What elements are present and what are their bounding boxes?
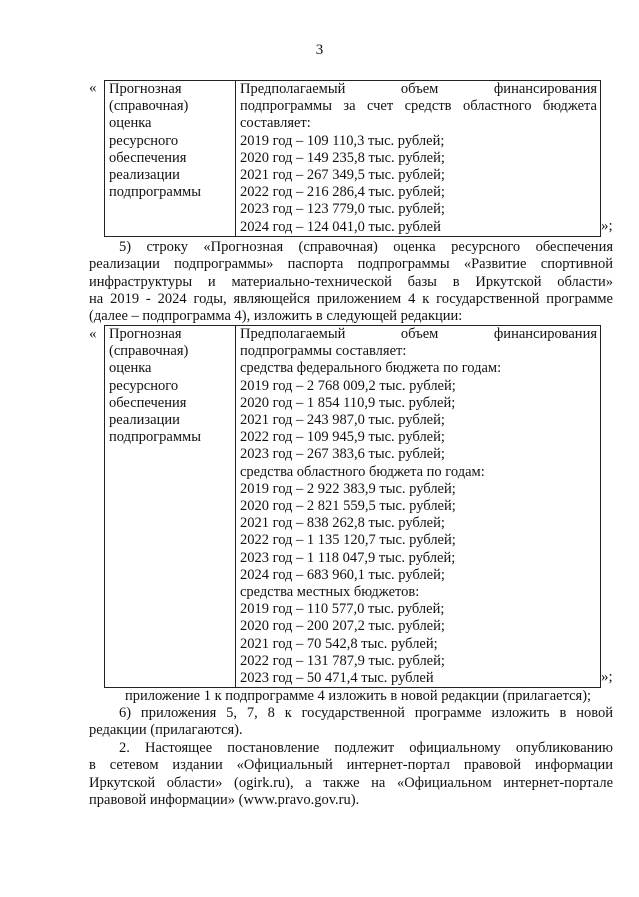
table2-value-line: 2024 год – 683 960,1 тыс. рублей; xyxy=(240,566,445,583)
paragraph-line: приложение 1 к подпрограмме 4 изложить в новой редакции (прилагается); xyxy=(125,688,592,704)
paragraph-line: правовой информации» (www.pravo.gov.ru). xyxy=(89,791,360,808)
table2-value-line: 2022 год – 1 135 120,7 тыс. рублей; xyxy=(240,532,456,549)
table2-value-line: 2021 год – 70 542,8 тыс. рублей; xyxy=(240,635,438,652)
table1-label-line: Прогнозная xyxy=(109,81,182,97)
paragraph-6 xyxy=(89,705,613,740)
table1-year-line: 2021 год – 267 349,5 тыс. рублей; xyxy=(240,167,445,184)
table2-value-line: 2022 год – 131 787,9 тыс. рублей; xyxy=(240,652,445,669)
paragraph-line: Иркутской области» (ogirk.ru), а также на «Официальном интернет-портале xyxy=(89,774,613,791)
table2-value-line: 2020 год – 2 821 559,5 тыс. рублей; xyxy=(240,498,456,515)
table2-value-line: 2019 год – 2 768 009,2 тыс. рублей; xyxy=(240,377,456,394)
table1-value-cell xyxy=(236,81,601,237)
table1-label-line: обеспечения xyxy=(109,149,187,166)
table2-value-cell xyxy=(236,326,601,688)
table1-intro-line: Предполагаемый объем финансирования xyxy=(240,81,597,97)
paragraph-line: 2. Настоящее постановление подлежит официальному опубликованию xyxy=(119,740,613,756)
table1-intro-line: составляет: xyxy=(240,115,311,132)
table2-closing-quote: »; xyxy=(601,669,613,685)
table2-value-line: 2023 год – 50 471,4 тыс. рублей xyxy=(240,670,434,687)
paragraph-line: в сетевом издании «Официальный интернет-портал правовой информации xyxy=(89,757,613,774)
paragraph-line: инфраструктуры и материально-технической базы в Иркутской области» xyxy=(89,273,613,290)
table2-value-line: средства местных бюджетов: xyxy=(240,584,420,601)
table1-year-line: 2023 год – 123 779,0 тыс. рублей; xyxy=(240,201,445,218)
table1-closing-quote: »; xyxy=(601,218,613,234)
paragraph-5 xyxy=(89,239,613,325)
table2-value-line: 2023 год – 1 118 047,9 тыс. рублей; xyxy=(240,549,456,566)
paragraph-line: редакции (прилагаются). xyxy=(89,722,243,739)
table2-value-line: 2021 год – 243 987,0 тыс. рублей; xyxy=(240,412,445,429)
table2-intro-line: подпрограммы составляет: xyxy=(240,343,407,360)
table2-label-line: оценка xyxy=(109,360,152,377)
table2-label-line: (справочная) xyxy=(109,343,189,360)
table2-label-line: обеспечения xyxy=(109,394,187,411)
table1-label-line: ресурсного xyxy=(109,132,179,149)
table1-year-line: 2019 год – 109 110,3 тыс. рублей; xyxy=(240,132,445,149)
paragraph-line: 6) приложения 5, 7, 8 к государственной программе изложить в новой xyxy=(119,705,613,721)
table2-value-line: 2021 год – 838 262,8 тыс. рублей; xyxy=(240,515,445,532)
table2-resource-estimate xyxy=(104,325,601,688)
table2-label-line: реализации xyxy=(109,412,180,429)
table2-value-line: 2020 год – 1 854 110,9 тыс. рублей; xyxy=(240,394,456,411)
table1-resource-estimate xyxy=(104,80,601,237)
table1-label-line: оценка xyxy=(109,115,152,132)
table2-value-line: 2023 год – 267 383,6 тыс. рублей; xyxy=(240,446,445,463)
paragraph-line: 5) строку «Прогнозная (справочная) оценка ресурсного обеспечения xyxy=(119,239,613,255)
page-number: 3 xyxy=(315,42,324,58)
table1-label-line: (справочная) xyxy=(109,98,189,115)
table2-label-cell xyxy=(105,326,236,688)
table2-intro-line: Предполагаемый объем финансирования xyxy=(240,326,597,342)
table1-year-line: 2022 год – 216 286,4 тыс. рублей; xyxy=(240,184,445,201)
table2-label-line: ресурсного xyxy=(109,377,179,394)
table1-year-line: 2020 год – 149 235,8 тыс. рублей; xyxy=(240,149,445,166)
table2-value-line: средства областного бюджета по годам: xyxy=(240,463,485,480)
table1-intro-line: подпрограммы за счет средств областного бюджета xyxy=(240,98,597,115)
table2-label-line: подпрограммы xyxy=(109,429,201,446)
table2-value-line: 2019 год – 2 922 383,9 тыс. рублей; xyxy=(240,480,456,497)
table1-label-line: реализации xyxy=(109,167,180,184)
table1-opening-quote: « xyxy=(89,80,97,96)
paragraph-2 xyxy=(89,740,613,809)
table1-label-line: подпрограммы xyxy=(109,184,201,201)
table2-opening-quote: « xyxy=(89,326,97,342)
table2-value-line: 2019 год – 110 577,0 тыс. рублей; xyxy=(240,601,445,618)
table1-label-cell xyxy=(105,81,236,237)
paragraph-line: (далее – подпрограмма 4), изложить в следующей редакции: xyxy=(89,308,463,325)
paragraph-line: реализации подпрограммы» паспорта подпрограммы «Развитие спортивной xyxy=(89,256,613,273)
table1-year-line: 2024 год – 124 041,0 тыс. рублей xyxy=(240,218,441,235)
paragraph-annex1 xyxy=(89,688,613,705)
paragraph-line: на 2019 - 2024 годы, являющейся приложением 4 к государственной программе xyxy=(89,290,613,307)
table2-label-line: Прогнозная xyxy=(109,326,182,342)
table2-value-line: средства федерального бюджета по годам: xyxy=(240,360,502,377)
table2-value-line: 2022 год – 109 945,9 тыс. рублей; xyxy=(240,429,445,446)
table2-value-line: 2020 год – 200 207,2 тыс. рублей; xyxy=(240,618,445,635)
